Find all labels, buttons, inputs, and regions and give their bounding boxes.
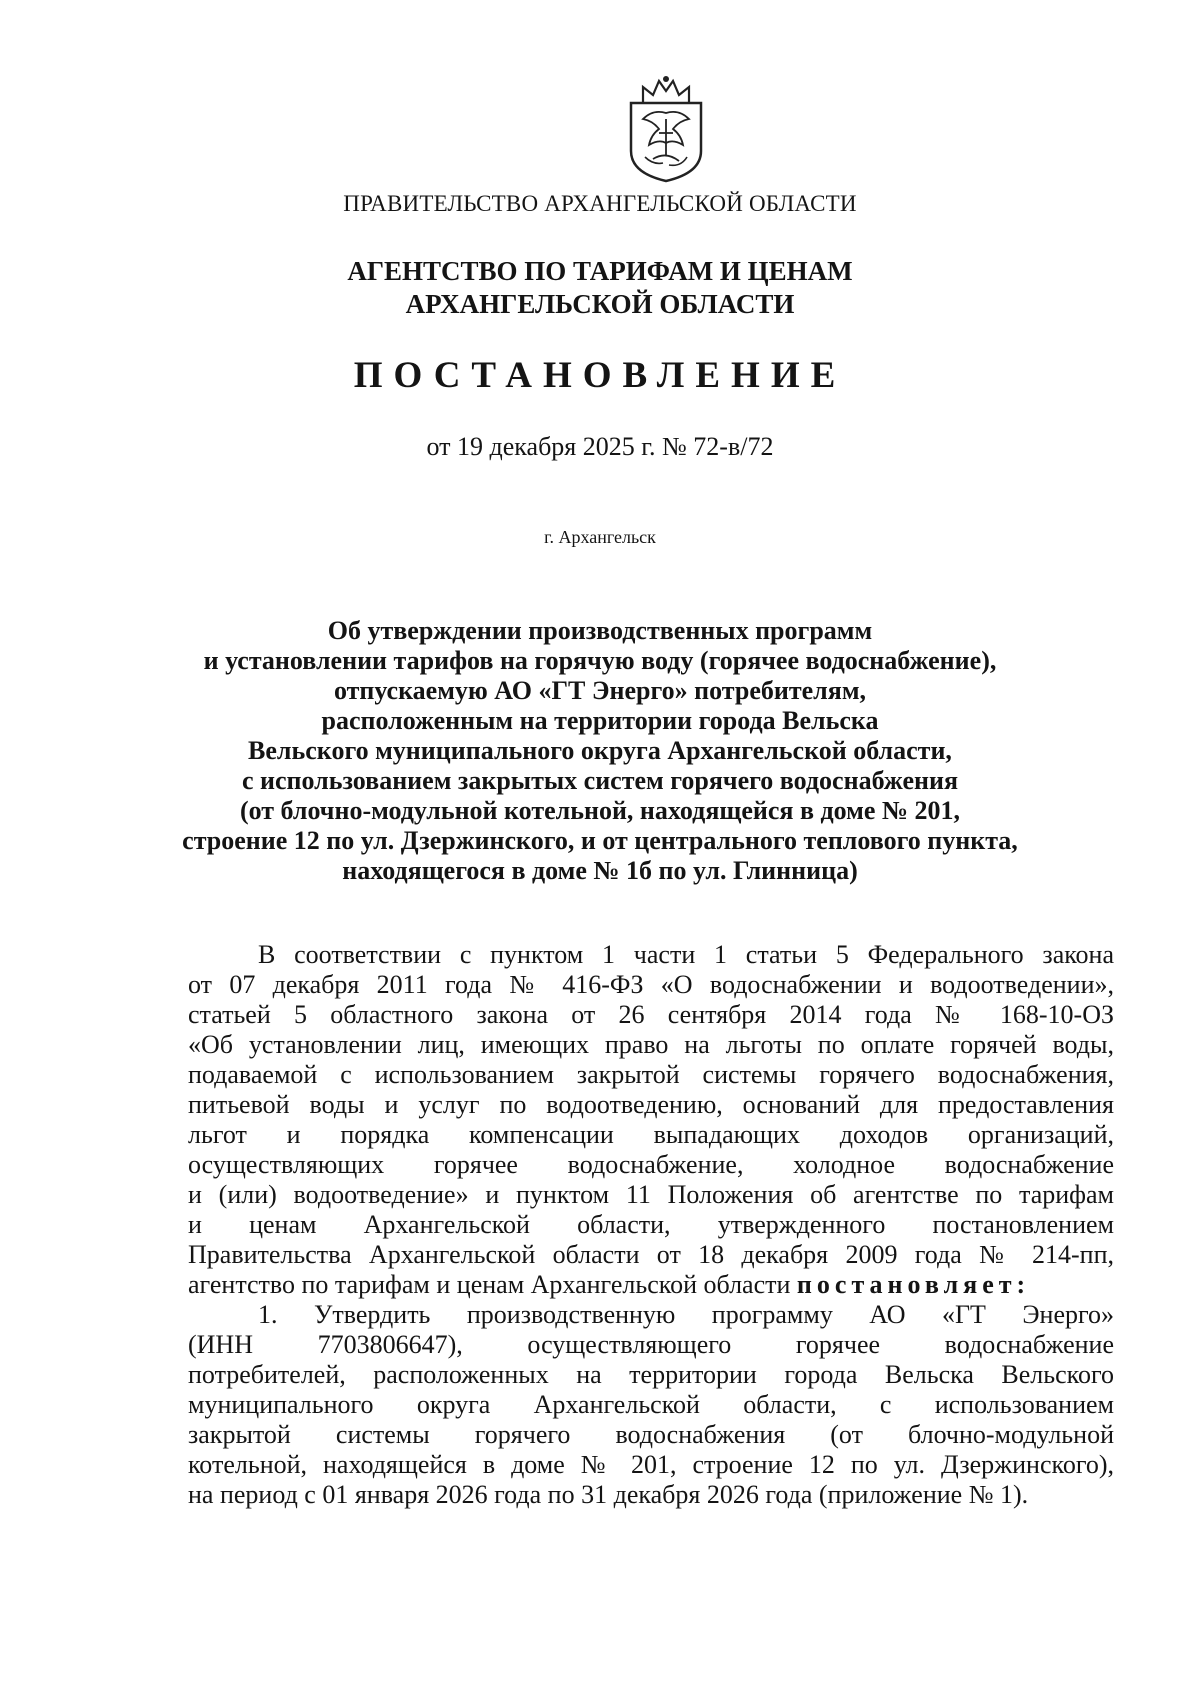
body-line: муниципального округа Архангельской области, с использованием — [188, 1390, 1114, 1419]
body-line: закрытой системы горячего водоснабжения (от блочно-модульной — [188, 1420, 1114, 1449]
body-line: и ценам Архангельской области, утвержденного постановлением — [188, 1210, 1114, 1239]
agency-heading — [0, 255, 1200, 321]
body-line: льгот и порядка компенсации выпадающих доходов организаций, — [188, 1120, 1114, 1149]
title-line: (от блочно-модульной котельной, находящейся в доме № 201, — [239, 796, 961, 825]
body-line: котельной, находящейся в доме № 201, строение 12 по ул. Дзержинского), — [188, 1450, 1114, 1479]
document-type-title: ПОСТАНОВЛЕНИЕ — [353, 355, 847, 396]
body-line: подаваемой с использованием закрытой системы горячего водоснабжения, — [188, 1060, 1114, 1089]
title-line: Об утверждении производственных программ — [327, 616, 873, 645]
body-line-text: агентство по тарифам и ценам Архангельской области — [188, 1270, 791, 1299]
body-line: (ИНН 7703806647), осуществляющего горячее водоснабжение — [188, 1330, 1114, 1359]
body-line: от 07 декабря 2011 года № 416-ФЗ «О водоснабжении и водоотведении», — [188, 970, 1114, 999]
body-line: В соответствии с пунктом 1 части 1 статьи 5 Федерального закона — [258, 940, 1114, 969]
title-line: строение 12 по ул. Дзержинского, и от центрального теплового пункта, — [182, 826, 1018, 855]
resolves-word: постановляет: — [796, 1270, 1031, 1299]
title-line: с использованием закрытых систем горячего водоснабжения — [241, 766, 959, 795]
title-line: Вельского муниципального округа Архангельской области, — [248, 736, 952, 765]
city-label: г. Архангельск — [544, 527, 656, 547]
government-heading: ПРАВИТЕЛЬСТВО АРХАНГЕЛЬСКОЙ ОБЛАСТИ — [343, 191, 857, 216]
date-and-number: от 19 декабря 2025 г. № 72-в/72 — [426, 432, 774, 461]
body-line: на период с 01 января 2026 года по 31 декабря 2026 года (приложение № 1). — [188, 1480, 1029, 1509]
body-line: потребителей, расположенных на территории города Вельска Вельского — [188, 1360, 1114, 1389]
body-line: питьевой воды и услуг по водоотведению, оснований для предоставления — [188, 1090, 1114, 1119]
body-line: 1. Утвердить производственную программу АО «ГТ Энерго» — [258, 1300, 1114, 1329]
body-line: «Об установлении лиц, имеющих право на льготы по оплате горячей воды, — [188, 1030, 1114, 1059]
body-line: и (или) водоотведение» и пунктом 11 Положения об агентстве по тарифам — [188, 1180, 1114, 1209]
body-line-resolves — [188, 1270, 1114, 1300]
title-line: отпускаемую АО «ГТ Энерго» потребителям, — [333, 676, 867, 705]
title-line: находящегося в доме № 1б по ул. Глинница) — [342, 856, 858, 885]
body-line: осуществляющих горячее водоснабжение, холодное водоснабжение — [188, 1150, 1114, 1179]
agency-heading-line1: АГЕНТСТВО ПО ТАРИФАМ И ЦЕНАМ — [347, 256, 853, 286]
body-line: статьей 5 областного закона от 26 сентября 2014 года № 168-10-ОЗ — [188, 1000, 1114, 1029]
body-line: Правительства Архангельской области от 18 декабря 2009 года № 214-пп, — [188, 1240, 1114, 1269]
title-line: и установлении тарифов на горячую воду (горячее водоснабжение), — [203, 646, 997, 675]
coat-of-arms-emblem-icon — [623, 73, 709, 185]
agency-heading-line2: АРХАНГЕЛЬСКОЙ ОБЛАСТИ — [405, 289, 795, 319]
title-line: расположенным на территории города Вельска — [321, 706, 879, 735]
document-subject-title — [0, 616, 1200, 886]
document-body — [188, 940, 1114, 1510]
